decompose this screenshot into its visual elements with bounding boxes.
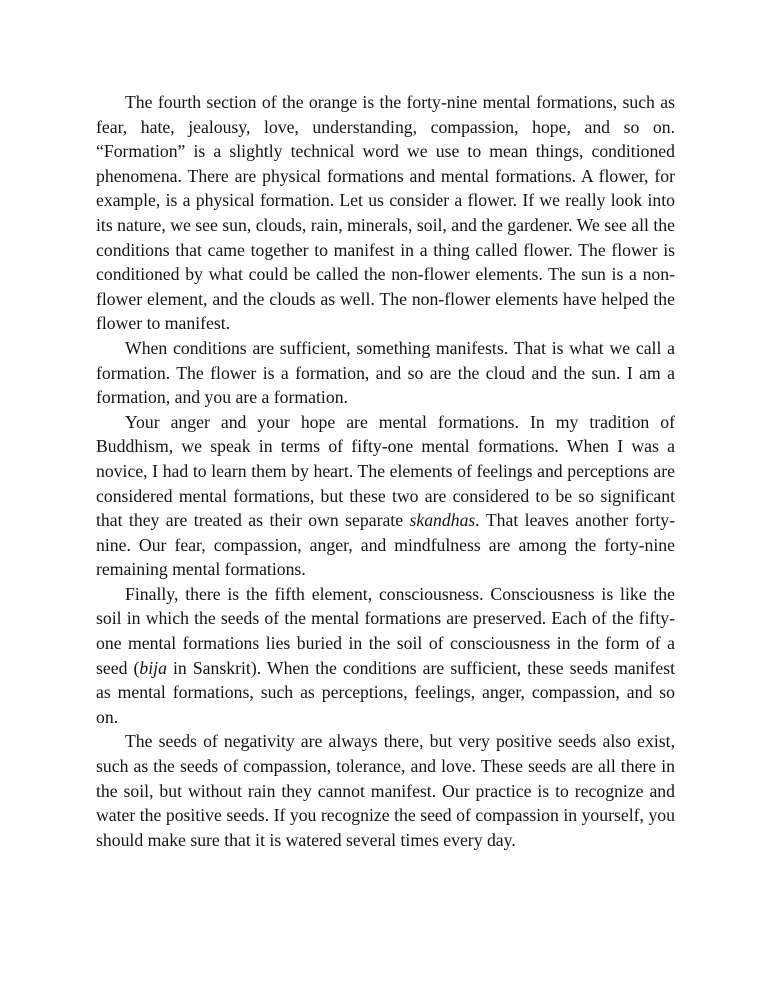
paragraph-text: When conditions are sufficient, something manifests. That is what we call a formation. The flower is a formation, and so are the cloud and the sun. I am a formation, and you are a formation. [96, 337, 675, 408]
paragraph [96, 410, 675, 582]
page-body [96, 90, 675, 852]
paragraph [96, 582, 675, 730]
paragraph [96, 90, 675, 336]
paragraph-text: The fourth section of the orange is the forty-nine mental formations, such as fear, hate, jealousy, love, understanding, compassion, hope, and so on. “Formation” is a slightly technical word we use to mean things, conditioned phenomena. There are physical formations and mental formations. A flower, for example, is a physical formation. Let us consider a flower. If we really look into its nature, we see sun, clouds, rain, minerals, soil, and the gardener. We see all the conditions that came together to manifest in a thing called flower. The flower is conditioned by what could be called the non-flower elements. The sun is a non-flower element, and the clouds as well. The non-flower elements have helped the flower to manifest. [96, 92, 675, 334]
paragraph-text: The seeds of negativity are always there, but very positive seeds also exist, such as the seeds of compassion, tolerance, and love. These seeds are all there in the soil, but without rain they cannot manifest. Our practice is to recognize and water the positive seeds. If you recognize the seed of compassion in yourself, you should make sure that it is watered several times every day. [96, 731, 675, 850]
paragraph-text: Your anger and your hope are mental formations. In my tradition of Buddhism, we speak in terms of fifty-one mental formations. When I was a novice, I had to learn them by heart. The elements of feelings and perceptions are considered mental formations, but these two are considered to be so significant that they are treated as their own separate [96, 411, 675, 531]
paragraph-text: in Sanskrit). When the conditions are sufficient, these seeds manifest as mental formations, such as perceptions, feelings, anger, compassion, and so on. [96, 657, 675, 727]
paragraph [96, 729, 675, 852]
paragraph [96, 336, 675, 410]
italic-term: bija [139, 657, 167, 678]
paragraph-text: That leaves another forty-nine. Our fear, compassion, anger, and mindfulness are among the forty-nine remaining mental formations. [96, 510, 675, 580]
paragraph-text: Finally, there is the fifth element, consciousness. Consciousness is like the soil in which the seeds of the mental formations are preserved. Each of the fifty-one mental formations lies buried in the soil of consciousness in the form of a seed ( [96, 583, 675, 678]
italic-term: skandhas. [409, 510, 480, 531]
